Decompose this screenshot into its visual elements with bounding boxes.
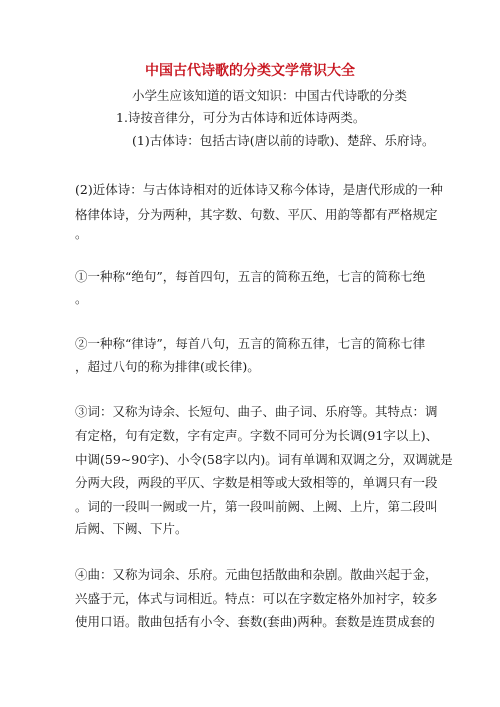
paragraph-line: 。 <box>75 226 88 241</box>
paragraph-line: ②一种称“律诗”，每首八句，五言的简称五律，七言的简称七律 <box>75 336 426 351</box>
intro-line: 小学生应该知道的语文知识：中国古代诗歌的分类 <box>132 88 408 103</box>
paragraph-line: 中调(59~90字)、小令(58字以内)。词有单调和双调之分，双调就是 <box>75 452 453 467</box>
paragraph-line: ③词：又称为诗余、长短句、曲子、曲子词、乐府等。其特点：调 <box>75 404 438 419</box>
paragraph-line: (2)近体诗：与古体诗相对的近体诗又称今体诗，是唐代形成的一种 <box>75 182 443 197</box>
intro-line: (1)古体诗：包括古诗(唐以前的诗歌)、楚辞、乐府诗。 <box>132 133 435 148</box>
intro-line: 1.诗按音律分，可分为古体诗和近体诗两类。 <box>116 110 366 125</box>
paragraph-line: 分两大段，两段的平仄、字数是相等或大致相等的，单调只有一段 <box>75 475 438 490</box>
paragraph-line: ④曲：又称为词余、乐府。元曲包括散曲和杂剧。散曲兴起于金， <box>75 567 438 582</box>
paragraph-line: 。词的一段叫一阙或一片，第一段叫前阙、上阙、上片，第二段叫 <box>75 499 438 514</box>
paragraph-line: ，超过八句的称为排律(或长律)。 <box>75 359 260 374</box>
document-title: 中国古代诗歌的分类文学常识大全 <box>145 63 355 79</box>
paragraph-line: 格律体诗，分为两种，其字数、句数、平仄、用韵等都有严格规定 <box>75 207 438 222</box>
paragraph-line: 使用口语。散曲包括有小令、套数(套曲)两种。套数是连贯成套的 <box>75 614 435 629</box>
paragraph-line: 。 <box>75 291 88 306</box>
paragraph-line: ①一种称“绝句”，每首四句，五言的简称五绝，七言的简称七绝 <box>75 269 426 284</box>
paragraph-line: 后阙、下阙、下片。 <box>75 521 188 536</box>
paragraph-line: 兴盛于元，体式与词相近。特点：可以在字数定格外加衬字，较多 <box>75 591 438 606</box>
paragraph-line: 有定格，句有定数，字有定声。字数不同可分为长调(91字以上)、 <box>75 428 439 443</box>
